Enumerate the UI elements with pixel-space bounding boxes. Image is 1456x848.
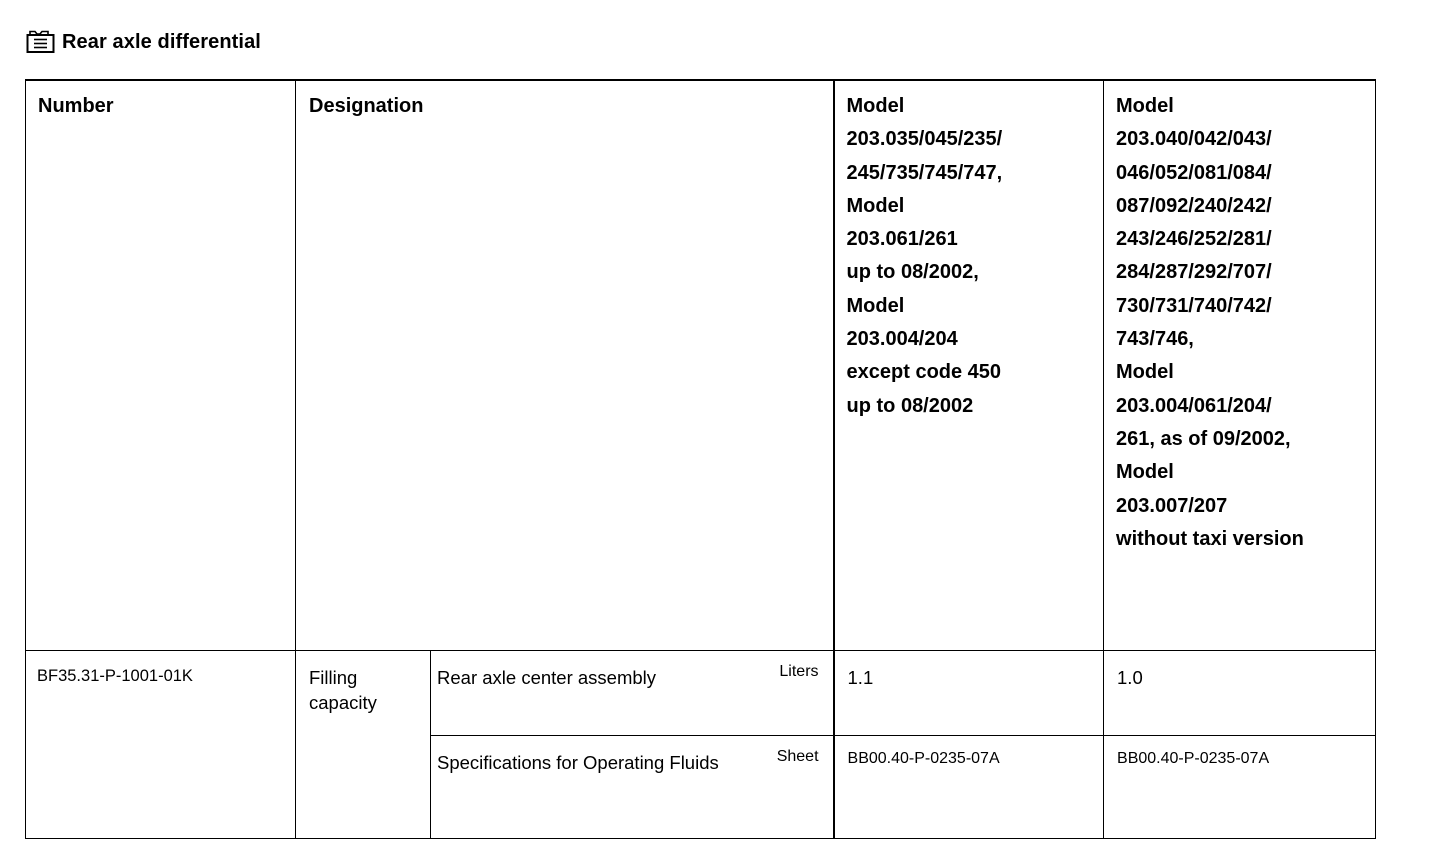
row-model-a-value: BB00.40-P-0235-07A [834, 736, 1104, 839]
model-a-line: up to 08/2002, [846, 261, 979, 284]
table-header-row [26, 80, 1376, 651]
model-b-line: 203.004/061/204/ [1116, 394, 1272, 417]
model-b-line: without taxi version [1116, 527, 1304, 550]
model-a-line: Model [846, 294, 905, 317]
header-number: Number [26, 80, 296, 651]
model-a-line: 245/735/745/747, [846, 161, 1003, 184]
model-b-line: 243/246/252/281/ [1116, 228, 1272, 251]
page-header [26, 30, 261, 54]
header-designation: Designation [296, 80, 834, 651]
model-a-line: Model [846, 95, 905, 117]
row-model-b-value: BB00.40-P-0235-07A [1104, 736, 1376, 839]
model-a-line: up to 08/2002 [846, 394, 974, 417]
model-a-line: 203.035/045/235/ [846, 128, 1003, 151]
row-item: Specifications for Operating Fluids [431, 736, 764, 839]
model-b-line: 730/731/740/742/ [1116, 294, 1272, 317]
spec-table [25, 79, 1376, 839]
document-list-icon [26, 30, 56, 54]
model-b-line: Model [1116, 361, 1174, 384]
model-a-line: except code 450 [846, 361, 1002, 384]
model-a-line: Model [846, 194, 905, 217]
row-item: Rear axle center assembly [431, 651, 764, 736]
row-unit: Sheet [764, 736, 834, 839]
model-b-line: 087/092/240/242/ [1116, 194, 1272, 217]
page-title: Rear axle differential [62, 30, 261, 53]
row-unit: Liters [764, 651, 834, 736]
model-b-line: 046/052/081/084/ [1116, 161, 1272, 184]
model-b-line: 743/746, [1116, 328, 1194, 351]
row-number: BF35.31-P-1001-01K [26, 651, 296, 839]
model-b-line: 203.040/042/043/ [1116, 128, 1272, 151]
row-model-b-value: 1.0 [1104, 651, 1376, 736]
model-b-line: 284/287/292/707/ [1116, 261, 1272, 284]
header-model-a [834, 80, 1104, 651]
model-b-line: 203.007/207 [1116, 494, 1228, 517]
header-model-b [1104, 80, 1376, 651]
row-model-a-value: 1.1 [834, 651, 1104, 736]
model-b-line: Model [1116, 461, 1174, 484]
model-a-line: 203.061/261 [846, 228, 958, 251]
table-row [26, 651, 1376, 736]
row-designation: Filling capacity [296, 651, 431, 839]
model-a-line: 203.004/204 [846, 328, 958, 351]
model-b-line: Model [1116, 95, 1174, 117]
model-b-line: 261, as of 09/2002, [1116, 427, 1291, 450]
